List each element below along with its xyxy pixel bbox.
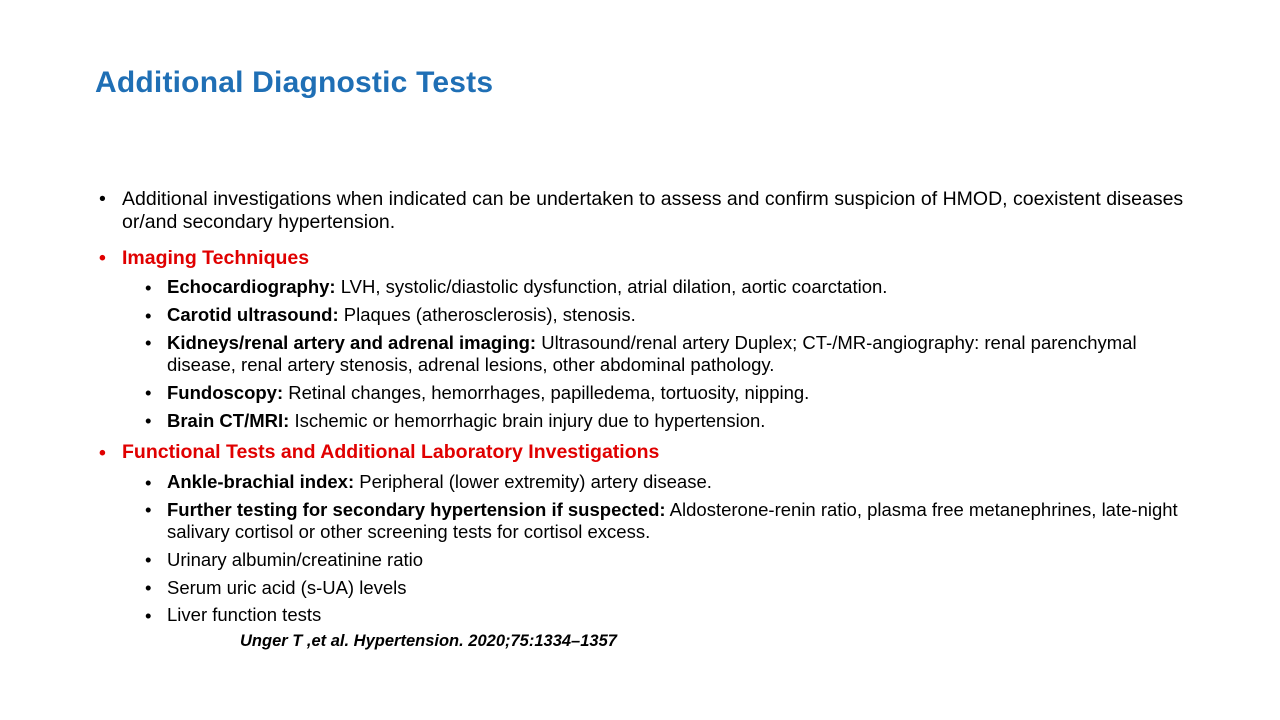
- list-item-lead: Brain CT/MRI:: [167, 409, 290, 431]
- list-item: [95, 577, 1205, 599]
- list-item-text: Serum uric acid (s-UA) levels: [167, 576, 407, 598]
- list-item-text: Ultrasound/renal artery Duplex; CT-/MR-angiography: renal parenchymal disease, renal artery stenosis, adrenal lesions, other abdominal pathology.: [167, 332, 1137, 375]
- list-item: [95, 382, 1205, 404]
- list-item: [95, 604, 1205, 626]
- bullet-glyph-icon: •: [145, 382, 152, 404]
- list-item-lead: Carotid ultrasound:: [167, 304, 339, 326]
- slide-body: [95, 188, 1205, 651]
- bullet-glyph-icon: •: [145, 332, 152, 354]
- bullet-glyph-icon: •: [145, 471, 152, 493]
- list-item-lead: Ankle-brachial index:: [167, 471, 355, 493]
- list-item: [95, 304, 1205, 326]
- list-item: [95, 332, 1205, 376]
- bullet-glyph-icon: •: [145, 549, 152, 571]
- bullet-glyph-icon: •: [145, 604, 152, 626]
- bullet-glyph-icon: •: [99, 441, 106, 464]
- intro-bullet: [95, 188, 1205, 234]
- section-heading-imaging-label: Imaging Techniques: [122, 246, 310, 269]
- section-heading-functional-label: Functional Tests and Additional Laboratory Investigations: [122, 441, 660, 464]
- list-item-text: Ischemic or hemorrhagic brain injury due to hypertension.: [289, 409, 766, 431]
- list-item-lead: Further testing for secondary hypertension if suspected:: [167, 499, 666, 521]
- list-item: [95, 549, 1205, 571]
- list-item-text: Liver function tests: [167, 604, 322, 626]
- list-item-text: Aldosterone-renin ratio, plasma free metanephrines, late-night salivary cortisol or other screening tests for cortisol excess.: [167, 499, 1178, 542]
- bullet-glyph-icon: •: [99, 188, 106, 211]
- list-item-text: Plaques (atherosclerosis), stenosis.: [338, 304, 636, 326]
- list-item: [95, 471, 1205, 493]
- section-heading-functional: [95, 441, 1205, 464]
- bullet-glyph-icon: •: [145, 304, 152, 326]
- page-title: Additional Diagnostic Tests: [95, 66, 494, 99]
- list-item-text: LVH, systolic/diastolic dysfunction, atrial dilation, aortic coarctation.: [335, 276, 888, 298]
- list-item: [95, 410, 1205, 432]
- citation-text: Unger T ,et al. Hypertension. 2020;75:1334–1357: [240, 632, 617, 651]
- list-item: [95, 276, 1205, 298]
- bullet-glyph-icon: •: [145, 576, 152, 598]
- list-item-text: Urinary albumin/creatinine ratio: [167, 548, 424, 570]
- list-item-lead: Fundoscopy:: [167, 381, 284, 403]
- bullet-glyph-icon: •: [99, 247, 106, 269]
- list-item: [95, 499, 1205, 543]
- bullet-glyph-icon: •: [145, 276, 152, 298]
- bullet-glyph-icon: •: [145, 499, 152, 521]
- bullet-glyph-icon: •: [145, 409, 152, 431]
- section-heading-imaging: [95, 247, 1205, 270]
- list-item-lead: Kidneys/renal artery and adrenal imaging:: [167, 332, 537, 354]
- list-item-text: Retinal changes, hemorrhages, papilledema, tortuosity, nipping.: [283, 381, 810, 403]
- list-item-lead: Echocardiography:: [167, 276, 336, 298]
- list-item-text: Peripheral (lower extremity) artery disease.: [354, 471, 712, 493]
- intro-text: Additional investigations when indicated can be undertaken to assess and confirm suspicion of HMOD, coexistent diseases or/and secondary hypertension.: [122, 188, 1184, 233]
